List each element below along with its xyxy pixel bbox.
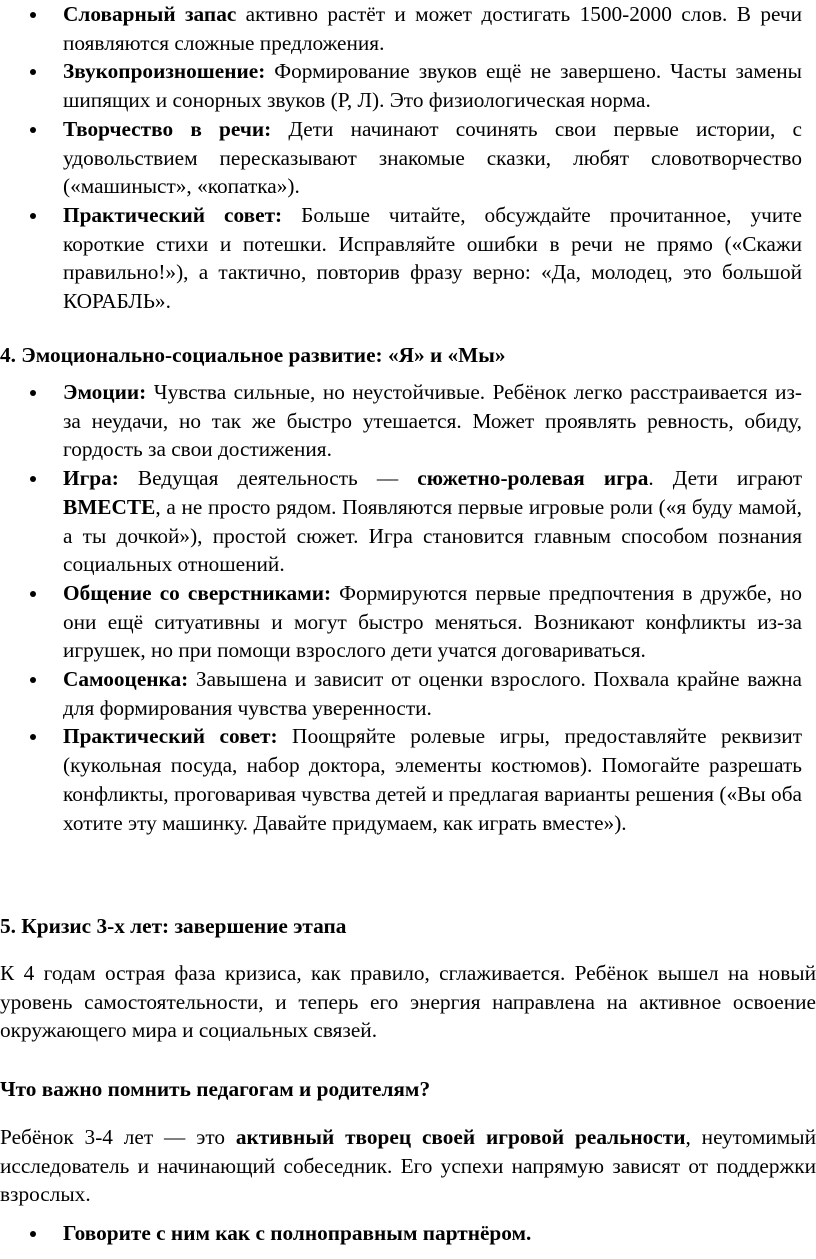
item-lead: Самооценка: <box>63 667 189 692</box>
list-item <box>0 1219 816 1248</box>
item-text: Формируются первые предпочтения в дружбе, но они ещё ситуативны и могут быстро меняться. Возникают конфликты из-за игрушек, но при помощи взрослого дети учатся договариваться. <box>63 580 802 663</box>
paragraph-text: , неутомимый исследователь и начинающий собеседник. Его успехи напрямую зависят от поддержки взрослых. <box>0 1125 816 1207</box>
item-lead: Творчество в речи: <box>63 116 272 141</box>
item-emphasis: сюжетно-ролевая игра <box>417 466 649 491</box>
item-text: Дети начинают сочинять свои первые истории, с удовольствием пересказывают знакомые сказки, любят словотворчество («машиныст», «копатка»). <box>63 116 802 199</box>
section-5-heading: 5. Кризис 3-х лет: завершение этапа <box>0 914 347 938</box>
item-text: Завышена и зависит от оценки взрослого. Похвала крайне важна для формирования чувства уверенности. <box>63 667 802 720</box>
list-item <box>0 201 816 316</box>
item-lead: Эмоции: <box>63 380 147 404</box>
section-4-heading: 4. Эмоционально-социальное развитие: «Я» и «Мы» <box>0 343 506 367</box>
list-item <box>0 115 816 201</box>
item-lead: Говорите с ним как с полноправным партнёром. <box>63 1221 532 1245</box>
tips-list <box>0 1219 816 1248</box>
item-lead: Общение со сверстниками: <box>63 580 332 605</box>
item-emphasis: ВМЕСТЕ <box>63 494 156 519</box>
remember-heading: Что важно помнить педагогам и родителям? <box>0 1077 431 1101</box>
item-lead: Словарный запас <box>63 2 237 26</box>
item-text: Чувства сильные, но неустойчивые. Ребёнок легко расстраивается из-за неудачи, но так же быстро утешается. Может проявлять ревность, обиду, гордость за свои достижения. <box>63 380 802 462</box>
item-text: активно растёт и может достигать 1500-2000 слов. В речи появляются сложные предложения. <box>63 2 802 55</box>
section-5-paragraph: К 4 годам острая фаза кризиса, как правило, сглаживается. Ребёнок вышел на новый уровень самостоятельности, и теперь его энергия направлена на активное освоение окружающего мира и социальных связей. <box>0 961 816 1043</box>
list-item <box>0 57 816 114</box>
item-text: Поощряйте ролевые игры, предоставляйте реквизит (кукольная посуда, набор доктора, элементы костюмов). Помогайте разрешать конфликты, проговаривая чувства детей и предлагая варианты решения («Вы оба хотите эту машинку. Давайте придумаем, как играть вместе»). <box>63 724 802 835</box>
item-text: Формирование звуков ещё не завершено. Часты замены шипящих и сонорных звуков (Р, Л). Это физиологическая норма. <box>63 59 802 113</box>
list-item <box>0 722 816 837</box>
remember-paragraph <box>0 1123 816 1209</box>
item-lead: Игра: <box>63 466 119 491</box>
list-item <box>0 665 816 722</box>
paragraph-emphasis: активный творец своей игровой реальности <box>235 1125 686 1149</box>
list-item <box>0 579 816 665</box>
item-lead: Практический совет: <box>63 202 283 227</box>
item-text: Больше читайте, обсуждайте прочитанное, учите короткие стихи и потешки. Исправляйте ошибки в речи не прямо («Скажи правильно!»), а тактично, повторив фразу верно: «Да, молодец, это большой КОРАБЛЬ». <box>63 202 803 314</box>
item-lead: Практический совет: <box>63 724 278 749</box>
item-text: , а не просто рядом. Появляются первые игровые роли («я буду мамой, а ты дочкой»), простой сюжет. Игра становится главным способом познания социальных отношений. <box>63 494 802 577</box>
item-text: Ведущая деятельность — <box>118 466 418 491</box>
speech-development-list <box>0 0 816 316</box>
list-item <box>0 464 816 579</box>
paragraph-text: Ребёнок 3-4 лет — это <box>0 1125 236 1149</box>
item-lead: Звукопроизношение: <box>63 59 266 84</box>
item-text: . Дети играют <box>648 466 803 491</box>
list-item <box>0 378 816 464</box>
emotional-social-list <box>0 378 816 837</box>
list-item <box>0 0 816 57</box>
